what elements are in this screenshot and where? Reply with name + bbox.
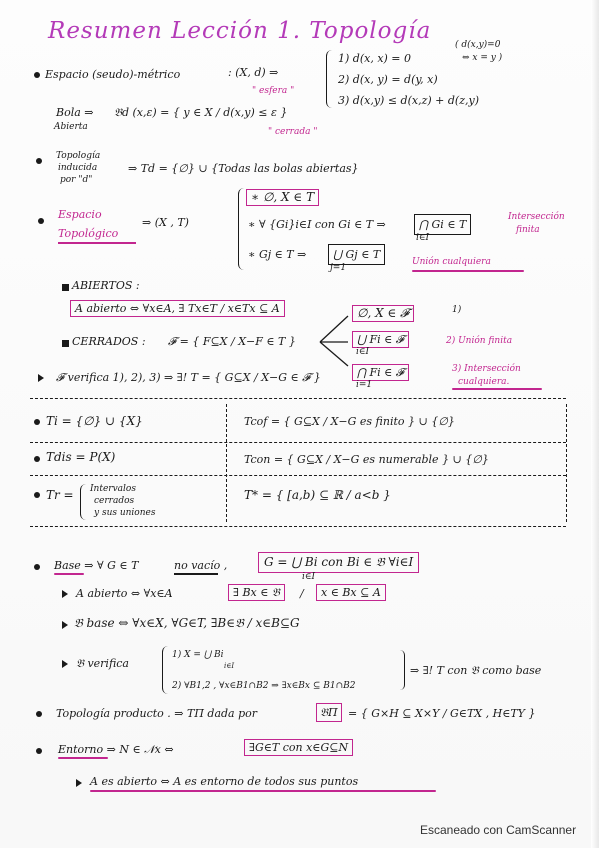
bullet-dot: [36, 158, 42, 164]
example-real-1: Intervalos: [90, 484, 136, 494]
base-criterion: 𝔅 base ⇔ ∀x∈X, ∀G∈T, ∃B∈𝔅 / x∈B⊆G: [74, 616, 300, 630]
base-abierto-box-2: x ∈ Bx ⊆ A: [316, 584, 386, 601]
bullet-triangle: [76, 779, 82, 787]
base-verifica-brace: [162, 646, 168, 694]
base-verifica-1-sub: i∈I: [224, 662, 235, 670]
cerrada-label: " cerrada ": [268, 127, 318, 137]
espacio-arrow: ⇒ (X , T): [142, 216, 189, 229]
axiom-3-note: Unión cualquiera: [412, 257, 491, 267]
example-trivial: Ti = {∅} ∪ {X}: [46, 414, 143, 428]
bullet-triangle: [62, 590, 68, 598]
examples-divider-2: [30, 475, 566, 476]
metric-axiom-1-note-a: ( d(x,y)=0: [455, 40, 501, 50]
metric-axiom-2: 2) d(x, y) = d(y, x): [338, 73, 438, 86]
metric-brace: [326, 50, 333, 108]
entorno-underline: [58, 757, 108, 759]
example-real-2: cerrados: [94, 496, 135, 506]
metric-pair: : (X, d) ⇒: [228, 66, 279, 79]
page-edge-shadow: [591, 0, 599, 848]
axiom-2: ∗ ∀ {Gi}i∈I con Gi ∈ T ⇒: [248, 218, 386, 231]
inducida-label-2: inducida: [58, 163, 98, 173]
cerrados-p3-underline: [452, 388, 542, 390]
examples-bottom-border: [30, 526, 566, 527]
entorno-abierto-underline: [90, 790, 436, 792]
base-verifica-closing-brace: [400, 650, 405, 690]
producto-formula: = { G×H ⊆ X×Y / G∈TX , H∈TY }: [348, 707, 536, 720]
cerrados-p2-num: 2) Unión finita: [446, 336, 513, 346]
axiom-3-note-underline: [412, 270, 524, 272]
bullet-dot: [38, 218, 44, 224]
base-formula: G = ⋃ Bi con Bi ∈ 𝔅 ∀i∈I: [258, 552, 419, 573]
espacio-underline: [58, 242, 136, 244]
bola-sublabel: Abierta: [54, 122, 88, 132]
metric-axiom-1: 1) d(x, x) = 0: [338, 52, 412, 65]
base-abierto-box-1: ∃ Bx ∈ 𝔅: [228, 584, 285, 601]
bullet-triangle: [62, 660, 68, 668]
entorno-box: ∃G∈T con x∈G⊆N: [244, 739, 353, 756]
cerrados-p3-sub: i=1: [356, 380, 373, 390]
cerrados-definition: 𝓕 = { F⊆X / X−F ∈ T }: [168, 335, 296, 348]
cerrados-p3-num-1: 3) Intersección: [452, 364, 521, 374]
cerrados-p3-num-2: cualquiera.: [458, 377, 510, 387]
bola-formula: 𝔅d (x,ε) = { y ∈ X / d(x,y) ≤ ε }: [114, 106, 288, 119]
bullet-dot: [36, 711, 42, 717]
espacio-label-1: Espacio: [58, 208, 102, 221]
base-verifica-label: 𝔅 verifica: [76, 657, 129, 670]
cerrados-fork-arrows: [318, 310, 352, 370]
base-formula-sub: i∈I: [302, 572, 316, 582]
examples-divider-1: [30, 442, 566, 443]
bullet-dot: [34, 456, 40, 462]
abiertos-definition: A abierto ⇔ ∀x∈A, ∃ Tx∈T / x∈Tx ⊆ A: [70, 300, 285, 317]
espacio-brace: [238, 188, 245, 270]
example-real-label: Tr =: [46, 488, 74, 502]
axiom-3-sub: j=1: [330, 263, 347, 273]
metric-label: Espacio (seudo)-métrico: [45, 68, 181, 81]
example-real-3: y sus uniones: [94, 508, 156, 518]
example-countable: Tcon = { G⊆X / X−G es numerable } ∪ {∅}: [244, 453, 489, 466]
bullet-triangle: [62, 621, 68, 629]
page-title: Resumen Lección 1. Topología: [48, 18, 432, 44]
no-vacio-underline: [174, 573, 218, 575]
base-underline: [54, 573, 84, 575]
axiom-1-box: ∗ ∅, X ∈ T: [246, 189, 319, 206]
producto-label: Topología producto . ⇒ TΠ dada por: [56, 707, 258, 720]
esfera-label: " esfera ": [252, 86, 295, 96]
base-verifica-result: ⇒ ∃! T con 𝔅 como base: [410, 664, 542, 677]
examples-center-divider: [226, 404, 227, 522]
bullet-dot: [34, 419, 40, 425]
bullet-square: [62, 284, 69, 291]
axiom-3-result: ⋃ Gj ∈ T: [328, 244, 385, 265]
cerrados-p3: ⋂ Fi ∈ 𝓕: [352, 364, 409, 381]
inducida-label-3: por "d": [60, 175, 93, 185]
verifica-text: 𝓕 verifica 1), 2), 3) ⇒ ∃! T = { G⊆X / X−G ∈ 𝓕 }: [56, 371, 321, 384]
metric-axiom-1-note-b: ⇔ x = y ): [462, 53, 503, 63]
bullet-dot: [36, 748, 42, 754]
cerrados-p1-num: 1): [452, 305, 462, 315]
abiertos-heading: ABIERTOS :: [72, 279, 140, 292]
inducida-label-1: Topología: [56, 151, 101, 161]
cerrados-p2-sub: i∈I: [356, 347, 370, 357]
bullet-dot: [34, 564, 40, 570]
entorno-abierto: A es abierto ⇔ A es entorno de todos sus puntos: [90, 775, 359, 788]
example-sorgenfrey: T* = { [a,b) ⊆ ℝ / a<b }: [244, 488, 391, 502]
cerrados-p1: ∅, X ∈ 𝓕: [352, 305, 414, 322]
example-real-brace: [80, 484, 86, 520]
scanner-watermark: Escaneado con CamScanner: [420, 823, 577, 837]
base-verifica-1: 1) X = ⋃ Bi: [172, 650, 224, 660]
example-cofinite: Tcof = { G⊆X / X−G es finito } ∪ {∅}: [244, 415, 455, 428]
axiom-2-note-1: Intersección: [508, 212, 565, 222]
base-no-vacio: no vacío ,: [174, 559, 228, 572]
metric-axiom-3: 3) d(x,y) ≤ d(x,z) + d(z,y): [338, 94, 479, 107]
axiom-2-note-2: finita: [516, 225, 540, 235]
bullet-dot: [34, 492, 40, 498]
entorno-label: Entorno ⇒ N ∈ 𝒩x ⇔: [58, 743, 174, 756]
axiom-2-result: ⋂ Gi ∈ T: [414, 214, 471, 235]
base-abierto-separator: /: [300, 587, 304, 600]
cerrados-p2: ⋃ Fi ∈ 𝓕: [352, 331, 409, 348]
espacio-label-2: Topológico: [58, 227, 119, 240]
inducida-formula: ⇒ Td = {∅} ∪ {Todas las bolas abiertas}: [128, 162, 359, 175]
cerrados-heading: CERRADOS :: [72, 335, 146, 348]
producto-box: 𝔅Π: [316, 703, 342, 722]
base-label: Base ⇒ ∀ G ∈ T: [54, 559, 139, 572]
bola-label: Bola ⇒: [56, 106, 94, 119]
base-verifica-2: 2) ∀B1,2 , ∀x∈B1∩B2 ⇒ ∃x∈Bx ⊆ B1∩B2: [172, 681, 356, 691]
base-abierto: A abierto ⇔ ∀x∈A: [76, 587, 173, 600]
bullet-dot: [34, 72, 40, 78]
examples-right-border: [566, 404, 567, 522]
axiom-2-sub: i∈I: [416, 233, 430, 243]
bullet-square: [62, 340, 69, 347]
axiom-3: ∗ Gj ∈ T ⇒: [248, 248, 307, 261]
example-discrete: Tdis = P(X): [46, 450, 116, 464]
examples-top-border: [30, 398, 566, 399]
bullet-triangle: [38, 374, 44, 382]
